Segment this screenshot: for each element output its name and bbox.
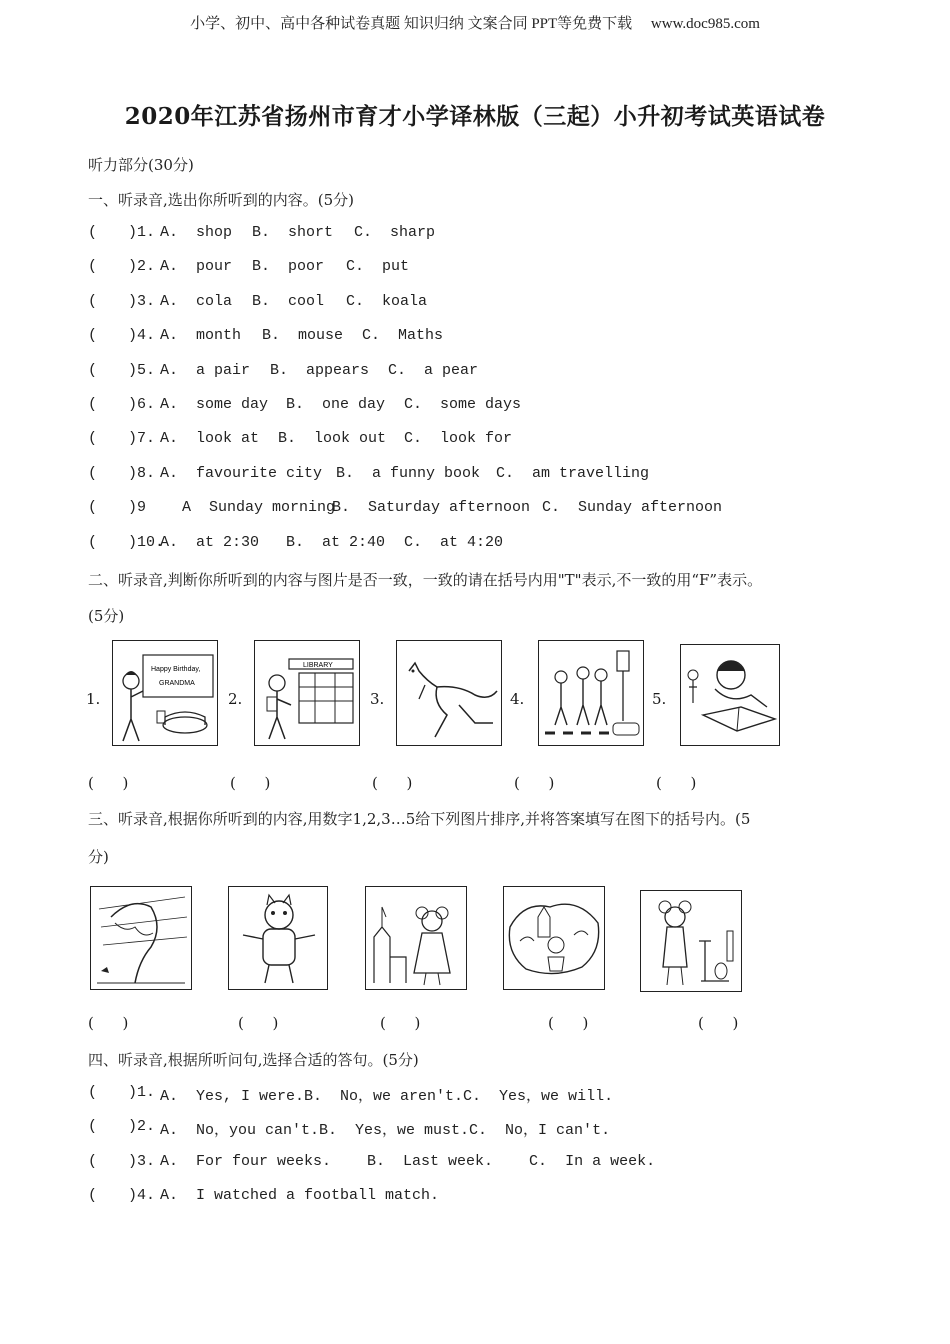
answer-blank[interactable]: ( — [88, 396, 98, 413]
option-a: A. some day — [160, 396, 269, 413]
birthday-caption-1: Happy Birthday, — [151, 666, 201, 673]
listening-part-label: 听力部分(30分) — [88, 156, 194, 174]
question-row — [88, 499, 723, 517]
question-row — [88, 327, 444, 345]
question-row — [88, 224, 436, 241]
section2-heading-cont: (5分) — [88, 607, 125, 625]
option-c: C. sharp — [354, 224, 436, 241]
picture-library — [254, 640, 360, 746]
question-row — [88, 430, 513, 448]
answer-paren-s2-5[interactable]: ( ) — [656, 774, 697, 792]
picture-number-5: 5. — [652, 690, 667, 708]
answer-options: A. No，you can't.B. Yes，we must.C. No，I can't. — [160, 1122, 611, 1140]
picture-scientist-mouse — [640, 890, 742, 992]
picture-city-scene — [503, 886, 605, 990]
answer-paren-s2-4[interactable]: ( ) — [514, 774, 555, 792]
question-number: )2. — [128, 258, 156, 276]
option-a: A. month — [160, 327, 242, 345]
question-row — [88, 1152, 656, 1170]
picture-number-2: 2. — [228, 690, 243, 708]
question-number: )2. — [128, 1118, 156, 1136]
library-sign: LIBRARY — [303, 662, 333, 669]
answer-paren-s3-3[interactable]: ( ) — [380, 1014, 421, 1032]
answer-paren-s3-2[interactable]: ( ) — [238, 1014, 279, 1032]
picture-birthday — [112, 640, 218, 746]
answer-blank[interactable]: ( — [88, 1118, 98, 1136]
answer-paren-s3-5[interactable]: ( ) — [698, 1014, 739, 1032]
picture-reading-boy — [680, 644, 780, 746]
question-number: )1. — [128, 224, 156, 241]
birthday-caption-2: GRANDMA — [159, 680, 195, 687]
option-c: C. Sunday afternoon — [542, 499, 723, 517]
option-c: C. Maths — [362, 327, 444, 345]
answer-blank[interactable]: ( — [88, 533, 98, 551]
question-number: )6. — [128, 396, 156, 413]
question-row — [88, 258, 410, 276]
option-b: B. at 2:40 — [286, 533, 386, 551]
answer-blank[interactable]: ( — [88, 1084, 98, 1101]
option-c: C. at 4:20 — [404, 533, 504, 551]
picture-wind-tree — [90, 886, 192, 990]
option-b: B. short — [252, 224, 334, 241]
section1-heading: 一、听录音,选出你所听到的内容。(5分) — [88, 191, 355, 209]
option-a: A. at 2:30 — [160, 533, 260, 551]
option-b: B. cool — [252, 292, 325, 310]
question-number: )1. — [128, 1084, 156, 1101]
option-a: A. cola — [160, 292, 233, 310]
section3-heading-cont: 分) — [88, 848, 109, 866]
question-row — [88, 533, 504, 551]
option-a: A Sunday morning — [182, 499, 336, 517]
picture-castle-girl — [365, 886, 467, 990]
picture-crossing — [538, 640, 644, 746]
question-row — [88, 1084, 614, 1105]
answer-paren-s2-3[interactable]: ( ) — [372, 774, 413, 792]
option-a: A. favourite city — [160, 464, 323, 482]
option-c: C. am travelling — [496, 464, 650, 482]
question-number: )4. — [128, 327, 156, 345]
option-a: A. pour — [160, 258, 233, 276]
answer-blank[interactable]: ( — [88, 499, 98, 517]
question-row — [88, 396, 522, 413]
option-b: B. Saturday afternoon — [332, 499, 531, 517]
answer-options: A. I watched a football match. — [160, 1187, 440, 1205]
answer-blank[interactable]: ( — [88, 224, 98, 241]
option-a: A. look at — [160, 430, 260, 448]
answer-blank[interactable]: ( — [88, 292, 98, 310]
answer-paren-s2-1[interactable]: ( ) — [88, 774, 129, 792]
question-row — [88, 1118, 611, 1140]
page-header: 小学、初中、高中各种试卷真题 知识归纳 文案合同 PPT等免费下载 www.doc985.com — [190, 16, 760, 32]
picture-number-3: 3. — [370, 690, 385, 708]
answer-paren-s3-4[interactable]: ( ) — [548, 1014, 589, 1032]
answer-blank[interactable]: ( — [88, 1187, 98, 1205]
question-row — [88, 361, 479, 379]
option-b: B. a funny book — [336, 464, 481, 482]
option-b: B. poor — [252, 258, 325, 276]
answer-blank[interactable]: ( — [88, 361, 98, 379]
answer-blank[interactable]: ( — [88, 430, 98, 448]
option-c: C. some days — [404, 396, 522, 413]
option-b: B. one day — [286, 396, 386, 413]
answer-options: A. For four weeks. B. Last week. C. In a week. — [160, 1152, 656, 1170]
option-c: C. put — [346, 258, 410, 276]
section2-heading: 二、听录音,判断你所听到的内容与图片是否一致，一致的请在括号内用"T"表示,不一致的用“F”表示。 — [88, 571, 763, 589]
answer-blank[interactable]: ( — [88, 1152, 98, 1170]
question-row — [88, 1187, 440, 1205]
picture-number-4: 4. — [510, 690, 525, 708]
option-c: C. a pear — [388, 361, 479, 379]
section3-heading: 三、听录音,根据你所听到的内容,用数字1,2,3…5给下列图片排序,并将答案填写在图下的括号内。(5 — [88, 810, 751, 828]
answer-paren-s2-2[interactable]: ( ) — [230, 774, 271, 792]
picture-cat-character — [228, 886, 328, 990]
option-a: A. a pair — [160, 361, 251, 379]
option-a: A. shop — [160, 224, 233, 241]
answer-blank[interactable]: ( — [88, 327, 98, 345]
answer-options: A. Yes, I were.B. No，we aren't.C. Yes，we will. — [160, 1088, 614, 1105]
question-row — [88, 292, 428, 310]
picture-kangaroo — [396, 640, 502, 746]
option-b: B. mouse — [262, 327, 344, 345]
option-c: C. look for — [404, 430, 513, 448]
page-title: 2020年江苏省扬州市育才小学译林版（三起）小升初考试英语试卷 — [124, 103, 826, 130]
question-number: )5. — [128, 361, 156, 379]
option-b: B. look out — [278, 430, 387, 448]
question-number: )9 — [128, 499, 147, 517]
question-number: )10. — [128, 533, 165, 551]
option-c: C. koala — [346, 292, 428, 310]
answer-blank[interactable]: ( — [88, 464, 98, 482]
question-number: )7. — [128, 430, 156, 448]
question-number: )3. — [128, 292, 156, 310]
question-number: )3. — [128, 1152, 156, 1170]
question-number: )4. — [128, 1187, 156, 1205]
question-number: )8. — [128, 464, 156, 482]
question-row — [88, 464, 650, 482]
answer-paren-s3-1[interactable]: ( ) — [88, 1014, 129, 1032]
option-b: B. appears — [270, 361, 370, 379]
picture-number-1: 1. — [86, 690, 101, 708]
section4-heading: 四、听录音,根据所听问句,选择合适的答句。(5分) — [88, 1051, 419, 1069]
answer-blank[interactable]: ( — [88, 258, 98, 276]
